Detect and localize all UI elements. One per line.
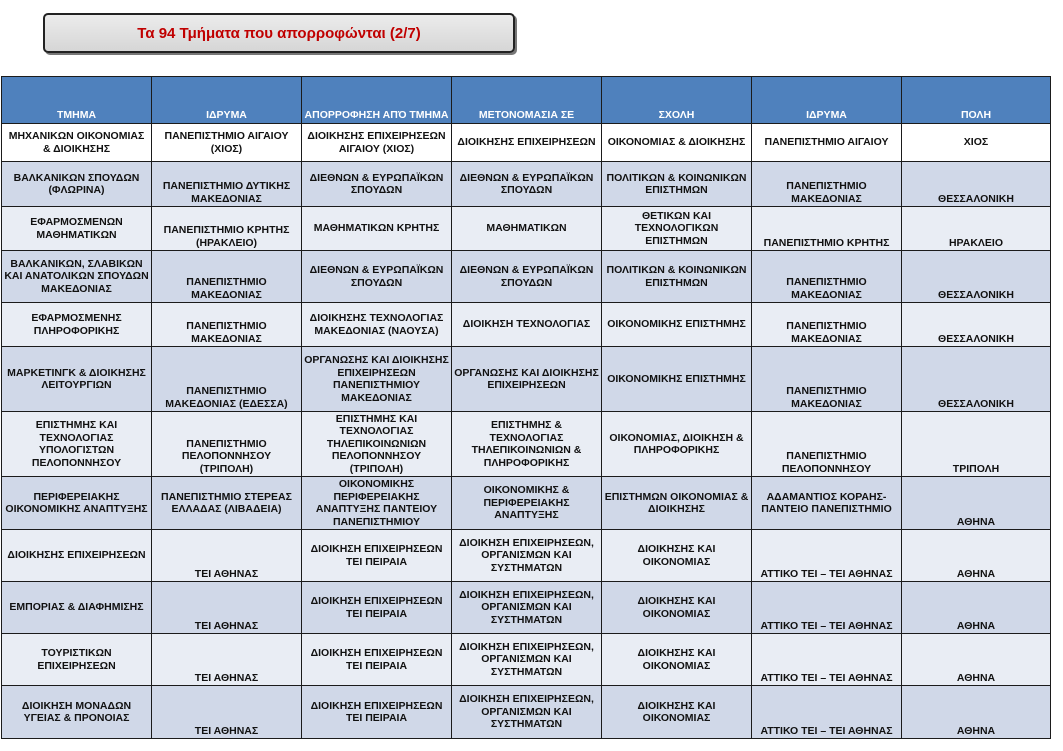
table-cell: ΘΕΣΣΑΛΟΝΙΚΗ [902, 162, 1051, 207]
table-cell: ΟΙΚΟΝΟΜΙΚΗΣ ΕΠΙΣΤΗΜΗΣ [602, 347, 752, 412]
table-cell: ΑΘΗΝΑ [902, 634, 1051, 686]
table-cell: ΑΤΤΙΚΟ ΤΕΙ – ΤΕΙ ΑΘΗΝΑΣ [752, 634, 902, 686]
table-row [2, 634, 1051, 686]
table-cell: ΕΠΙΣΤΗΜΗΣ ΚΑΙ ΤΕΧΝΟΛΟΓΙΑΣ ΥΠΟΛΟΓΙΣΤΩΝ ΠΕΛΟΠΟΝΝΗΣΟΥ [2, 412, 152, 477]
table-cell: ΘΕΤΙΚΩΝ ΚΑΙ ΤΕΧΝΟΛΟΓΙΚΩΝ ΕΠΙΣΤΗΜΩΝ [602, 207, 752, 251]
table-cell: ΑΘΗΝΑ [902, 686, 1051, 739]
table-row [2, 162, 1051, 207]
table-cell: ΟΙΚΟΝΟΜΙΑΣ, ΔΙΟΙΚΗΣΗ & ΠΛΗΡΟΦΟΡΙΚΗΣ [602, 412, 752, 477]
header-cell: ΑΠΟΡΡΟΦΗΣΗ ΑΠΌ ΤΜΗΜΑ [302, 77, 452, 124]
table-cell: ΘΕΣΣΑΛΟΝΙΚΗ [902, 347, 1051, 412]
table-cell: ΔΙΕΘΝΩΝ & ΕΥΡΩΠΑΪΚΩΝ ΣΠΟΥΔΩΝ [302, 162, 452, 207]
table-cell: ΤΕΙ ΑΘΗΝΑΣ [152, 634, 302, 686]
header-cell: ΤΜΗΜΑ [2, 77, 152, 124]
table-cell: ΕΜΠΟΡΙΑΣ & ΔΙΑΦΗΜΙΣΗΣ [2, 582, 152, 634]
table-cell: ΔΙΟΙΚΗΣΗΣ ΚΑΙ ΟΙΚΟΝΟΜΙΑΣ [602, 634, 752, 686]
table-cell: ΕΠΙΣΤΗΜΗΣ & ΤΕΧΝΟΛΟΓΙΑΣ ΤΗΛΕΠΙΚΟΙΝΩΝΙΩΝ & ΠΛΗΡΟΦΟΡΙΚΗΣ [452, 412, 602, 477]
table-cell: ΔΙΕΘΝΩΝ & ΕΥΡΩΠΑΪΚΩΝ ΣΠΟΥΔΩΝ [302, 251, 452, 303]
table-cell: ΑΔΑΜΑΝΤΙΟΣ ΚΟΡΑΗΣ- ΠΑΝΤΕΙΟ ΠΑΝΕΠΙΣΤΗΜΙΟ [752, 477, 902, 530]
table-cell: ΑΤΤΙΚΟ ΤΕΙ – ΤΕΙ ΑΘΗΝΑΣ [752, 686, 902, 739]
table-row [2, 251, 1051, 303]
table-row [2, 124, 1051, 162]
table-cell: ΔΙΟΙΚΗΣΗ ΜΟΝΑΔΩΝ ΥΓΕΙΑΣ & ΠΡΟΝΟΙΑΣ [2, 686, 152, 739]
table-cell: ΤΡΙΠΟΛΗ [902, 412, 1051, 477]
table-cell: ΔΙΟΙΚΗΣΗΣ ΚΑΙ ΟΙΚΟΝΟΜΙΑΣ [602, 530, 752, 582]
table-cell: ΠΑΝΕΠΙΣΤΗΜΙΟ ΑΙΓΑΙΟΥ (ΧΙΟΣ) [152, 124, 302, 162]
table-cell: ΠΑΝΕΠΙΣΤΗΜΙΟ ΜΑΚΕΔΟΝΙΑΣ [752, 162, 902, 207]
table-cell: ΟΡΓΑΝΩΣΗΣ ΚΑΙ ΔΙΟΙΚΗΣΗΣ ΕΠΙΧΕΙΡΗΣΕΩΝ [452, 347, 602, 412]
table-cell: ΟΡΓΑΝΩΣΗΣ ΚΑΙ ΔΙΟΙΚΗΣΗΣ ΕΠΙΧΕΙΡΗΣΕΩΝ ΠΑΝΕΠΙΣΤΗΜΙΟΥ ΜΑΚΕΔΟΝΙΑΣ [302, 347, 452, 412]
table-cell: ΔΙΟΙΚΗΣΗΣ ΕΠΙΧΕΙΡΗΣΕΩΝ [452, 124, 602, 162]
table-cell: ΜΑΡΚΕΤΙΝΓΚ & ΔΙΟΙΚΗΣΗΣ ΛΕΙΤΟΥΡΓΙΩΝ [2, 347, 152, 412]
table-cell: ΕΠΙΣΤΗΜΩΝ ΟΙΚΟΝΟΜΙΑΣ & ΔΙΟΙΚΗΣΗΣ [602, 477, 752, 530]
table-row [2, 412, 1051, 477]
table-cell: ΑΘΗΝΑ [902, 530, 1051, 582]
table-cell: ΔΙΟΙΚΗΣΗΣ ΤΕΧΝΟΛΟΓΙΑΣ ΜΑΚΕΔΟΝΙΑΣ (ΝΑΟΥΣΑ) [302, 303, 452, 347]
table-cell: ΟΙΚΟΝΟΜΙΚΗΣ ΕΠΙΣΤΗΜΗΣ [602, 303, 752, 347]
table-cell: ΔΙΟΙΚΗΣΗΣ ΚΑΙ ΟΙΚΟΝΟΜΙΑΣ [602, 686, 752, 739]
table-cell: ΟΙΚΟΝΟΜΙΚΗΣ & ΠΕΡΙΦΕΡΕΙΑΚΗΣ ΑΝΑΠΤΥΞΗΣ [452, 477, 602, 530]
page-title: Τα 94 Τμήματα που απορροφώνται (2/7) [43, 13, 515, 53]
header-cell: ΙΔΡΥΜΑ [752, 77, 902, 124]
table-cell: ΑΤΤΙΚΟ ΤΕΙ – ΤΕΙ ΑΘΗΝΑΣ [752, 530, 902, 582]
table-cell: ΟΙΚΟΝΟΜΙΚΗΣ ΠΕΡΙΦΕΡΕΙΑΚΗΣ ΑΝΑΠΤΥΞΗΣ ΠΑΝΤΕΙΟΥ ΠΑΝΕΠΙΣΤΗΜΙΟΥ [302, 477, 452, 530]
table-cell: ΠΑΝΕΠΙΣΤΗΜΙΟ ΚΡΗΤΗΣ [752, 207, 902, 251]
table-cell: ΠΑΝΕΠΙΣΤΗΜΙΟ ΣΤΕΡΕΑΣ ΕΛΛΑΔΑΣ (ΛΙΒΑΔΕΙΑ) [152, 477, 302, 530]
table-cell: ΔΙΕΘΝΩΝ & ΕΥΡΩΠΑΪΚΩΝ ΣΠΟΥΔΩΝ [452, 251, 602, 303]
table-cell: ΠΑΝΕΠΙΣΤΗΜΙΟ ΜΑΚΕΔΟΝΙΑΣ [752, 251, 902, 303]
table-cell: ΔΙΟΙΚΗΣΗ ΕΠΙΧΕΙΡΗΣΕΩΝ, ΟΡΓΑΝΙΣΜΩΝ ΚΑΙ ΣΥΣΤΗΜΑΤΩΝ [452, 634, 602, 686]
table-cell: ΔΙΟΙΚΗΣΗ ΕΠΙΧΕΙΡΗΣΕΩΝ, ΟΡΓΑΝΙΣΜΩΝ ΚΑΙ ΣΥΣΤΗΜΑΤΩΝ [452, 582, 602, 634]
header-cell: ΜΕΤΟΝΟΜΑΣΙΑ ΣΕ [452, 77, 602, 124]
table-cell: ΔΙΟΙΚΗΣΗ ΕΠΙΧΕΙΡΗΣΕΩΝ ΤΕΙ ΠΕΙΡΑΙΑ [302, 634, 452, 686]
table-cell: ΠΟΛΙΤΙΚΩΝ & ΚΟΙΝΩΝΙΚΩΝ ΕΠΙΣΤΗΜΩΝ [602, 251, 752, 303]
table-cell: ΔΙΟΙΚΗΣΗΣ ΚΑΙ ΟΙΚΟΝΟΜΙΑΣ [602, 582, 752, 634]
table-cell: ΠΑΝΕΠΙΣΤΗΜΙΟ ΜΑΚΕΔΟΝΙΑΣ (ΕΔΕΣΣΑ) [152, 347, 302, 412]
table-cell: ΠΑΝΕΠΙΣΤΗΜΙΟ ΜΑΚΕΔΟΝΙΑΣ [152, 303, 302, 347]
table-row [2, 303, 1051, 347]
table-cell: ΔΙΟΙΚΗΣΗ ΕΠΙΧΕΙΡΗΣΕΩΝ ΤΕΙ ΠΕΙΡΑΙΑ [302, 686, 452, 739]
table-cell: ΠΑΝΕΠΙΣΤΗΜΙΟ ΜΑΚΕΔΟΝΙΑΣ [752, 303, 902, 347]
table-cell: ΤΕΙ ΑΘΗΝΑΣ [152, 686, 302, 739]
header-cell: ΠΟΛΗ [902, 77, 1051, 124]
header-cell: ΣΧΟΛΗ [602, 77, 752, 124]
table-cell: ΒΑΛΚΑΝΙΚΩΝ ΣΠΟΥΔΩΝ (ΦΛΩΡΙΝΑ) [2, 162, 152, 207]
table-row [2, 207, 1051, 251]
header-row [2, 77, 1051, 124]
header-cell: ΙΔΡΥΜΑ [152, 77, 302, 124]
table-cell: ΠΕΡΙΦΕΡΕΙΑΚΗΣ ΟΙΚΟΝΟΜΙΚΗΣ ΑΝΑΠΤΥΞΗΣ [2, 477, 152, 530]
table-row [2, 582, 1051, 634]
table-cell: ΑΤΤΙΚΟ ΤΕΙ – ΤΕΙ ΑΘΗΝΑΣ [752, 582, 902, 634]
table-row [2, 347, 1051, 412]
table-cell: ΔΙΟΙΚΗΣΗ ΤΕΧΝΟΛΟΓΙΑΣ [452, 303, 602, 347]
table-cell: ΤΕΙ ΑΘΗΝΑΣ [152, 530, 302, 582]
table-cell: ΜΑΘΗΜΑΤΙΚΩΝ ΚΡΗΤΗΣ [302, 207, 452, 251]
table-cell: ΠΑΝΕΠΙΣΤΗΜΙΟ ΜΑΚΕΔΟΝΙΑΣ [152, 251, 302, 303]
table-cell: ΕΦΑΡΜΟΣΜΕΝΩΝ ΜΑΘΗΜΑΤΙΚΩΝ [2, 207, 152, 251]
table-cell: ΒΑΛΚΑΝΙΚΩΝ, ΣΛΑΒΙΚΩΝ ΚΑΙ ΑΝΑΤΟΛΙΚΩΝ ΣΠΟΥΔΩΝ ΜΑΚΕΔΟΝΙΑΣ [2, 251, 152, 303]
table-cell: ΕΠΙΣΤΗΜΗΣ ΚΑΙ ΤΕΧΝΟΛΟΓΙΑΣ ΤΗΛΕΠΙΚΟΙΝΩΝΙΩΝ ΠΕΛΟΠΟΝΝΗΣΟΥ (ΤΡΙΠΟΛΗ) [302, 412, 452, 477]
table-row [2, 477, 1051, 530]
table-cell: ΔΙΟΙΚΗΣΗΣ ΕΠΙΧΕΙΡΗΣΕΩΝ ΑΙΓΑΙΟΥ (ΧΙΟΣ) [302, 124, 452, 162]
table-cell: ΜΑΘΗΜΑΤΙΚΩΝ [452, 207, 602, 251]
table-cell: ΠΑΝΕΠΙΣΤΗΜΙΟ ΔΥΤΙΚΗΣ ΜΑΚΕΔΟΝΙΑΣ [152, 162, 302, 207]
table-cell: ΑΘΗΝΑ [902, 477, 1051, 530]
table-cell: ΠΑΝΕΠΙΣΤΗΜΙΟ ΠΕΛΟΠΟΝΝΗΣΟΥ (ΤΡΙΠΟΛΗ) [152, 412, 302, 477]
table-cell: ΔΙΟΙΚΗΣΗ ΕΠΙΧΕΙΡΗΣΕΩΝ, ΟΡΓΑΝΙΣΜΩΝ ΚΑΙ ΣΥΣΤΗΜΑΤΩΝ [452, 530, 602, 582]
departments-table [1, 76, 1051, 739]
table-cell: ΤΟΥΡΙΣΤΙΚΩΝ ΕΠΙΧΕΙΡΗΣΕΩΝ [2, 634, 152, 686]
table-row [2, 686, 1051, 739]
table-cell: ΔΙΟΙΚΗΣΗ ΕΠΙΧΕΙΡΗΣΕΩΝ ΤΕΙ ΠΕΙΡΑΙΑ [302, 582, 452, 634]
table-cell: ΠΑΝΕΠΙΣΤΗΜΙΟ ΜΑΚΕΔΟΝΙΑΣ [752, 347, 902, 412]
table-cell: ΜΗΧΑΝΙΚΩΝ ΟΙΚΟΝΟΜΙΑΣ & ΔΙΟΙΚΗΣΗΣ [2, 124, 152, 162]
table-cell: ΔΙΟΙΚΗΣΗΣ ΕΠΙΧΕΙΡΗΣΕΩΝ [2, 530, 152, 582]
table-cell: ΔΙΕΘΝΩΝ & ΕΥΡΩΠΑΪΚΩΝ ΣΠΟΥΔΩΝ [452, 162, 602, 207]
table-cell: ΘΕΣΣΑΛΟΝΙΚΗ [902, 303, 1051, 347]
table-cell: ΠΑΝΕΠΙΣΤΗΜΙΟ ΠΕΛΟΠΟΝΝΗΣΟΥ [752, 412, 902, 477]
table-cell: ΠΑΝΕΠΙΣΤΗΜΙΟ ΚΡΗΤΗΣ (ΗΡΑΚΛΕΙΟ) [152, 207, 302, 251]
table-cell: ΤΕΙ ΑΘΗΝΑΣ [152, 582, 302, 634]
table-cell: ΠΑΝΕΠΙΣΤΗΜΙΟ ΑΙΓΑΙΟΥ [752, 124, 902, 162]
table-cell: ΑΘΗΝΑ [902, 582, 1051, 634]
table-cell: ΔΙΟΙΚΗΣΗ ΕΠΙΧΕΙΡΗΣΕΩΝ ΤΕΙ ΠΕΙΡΑΙΑ [302, 530, 452, 582]
table-cell: ΠΟΛΙΤΙΚΩΝ & ΚΟΙΝΩΝΙΚΩΝ ΕΠΙΣΤΗΜΩΝ [602, 162, 752, 207]
table-row [2, 530, 1051, 582]
table-cell: ΟΙΚΟΝΟΜΙΑΣ & ΔΙΟΙΚΗΣΗΣ [602, 124, 752, 162]
table-cell: ΧΙΟΣ [902, 124, 1051, 162]
table-cell: ΘΕΣΣΑΛΟΝΙΚΗ [902, 251, 1051, 303]
table-cell: ΔΙΟΙΚΗΣΗ ΕΠΙΧΕΙΡΗΣΕΩΝ, ΟΡΓΑΝΙΣΜΩΝ ΚΑΙ ΣΥΣΤΗΜΑΤΩΝ [452, 686, 602, 739]
table-cell: ΗΡΑΚΛΕΙΟ [902, 207, 1051, 251]
table-cell: ΕΦΑΡΜΟΣΜΕΝΗΣ ΠΛΗΡΟΦΟΡΙΚΗΣ [2, 303, 152, 347]
